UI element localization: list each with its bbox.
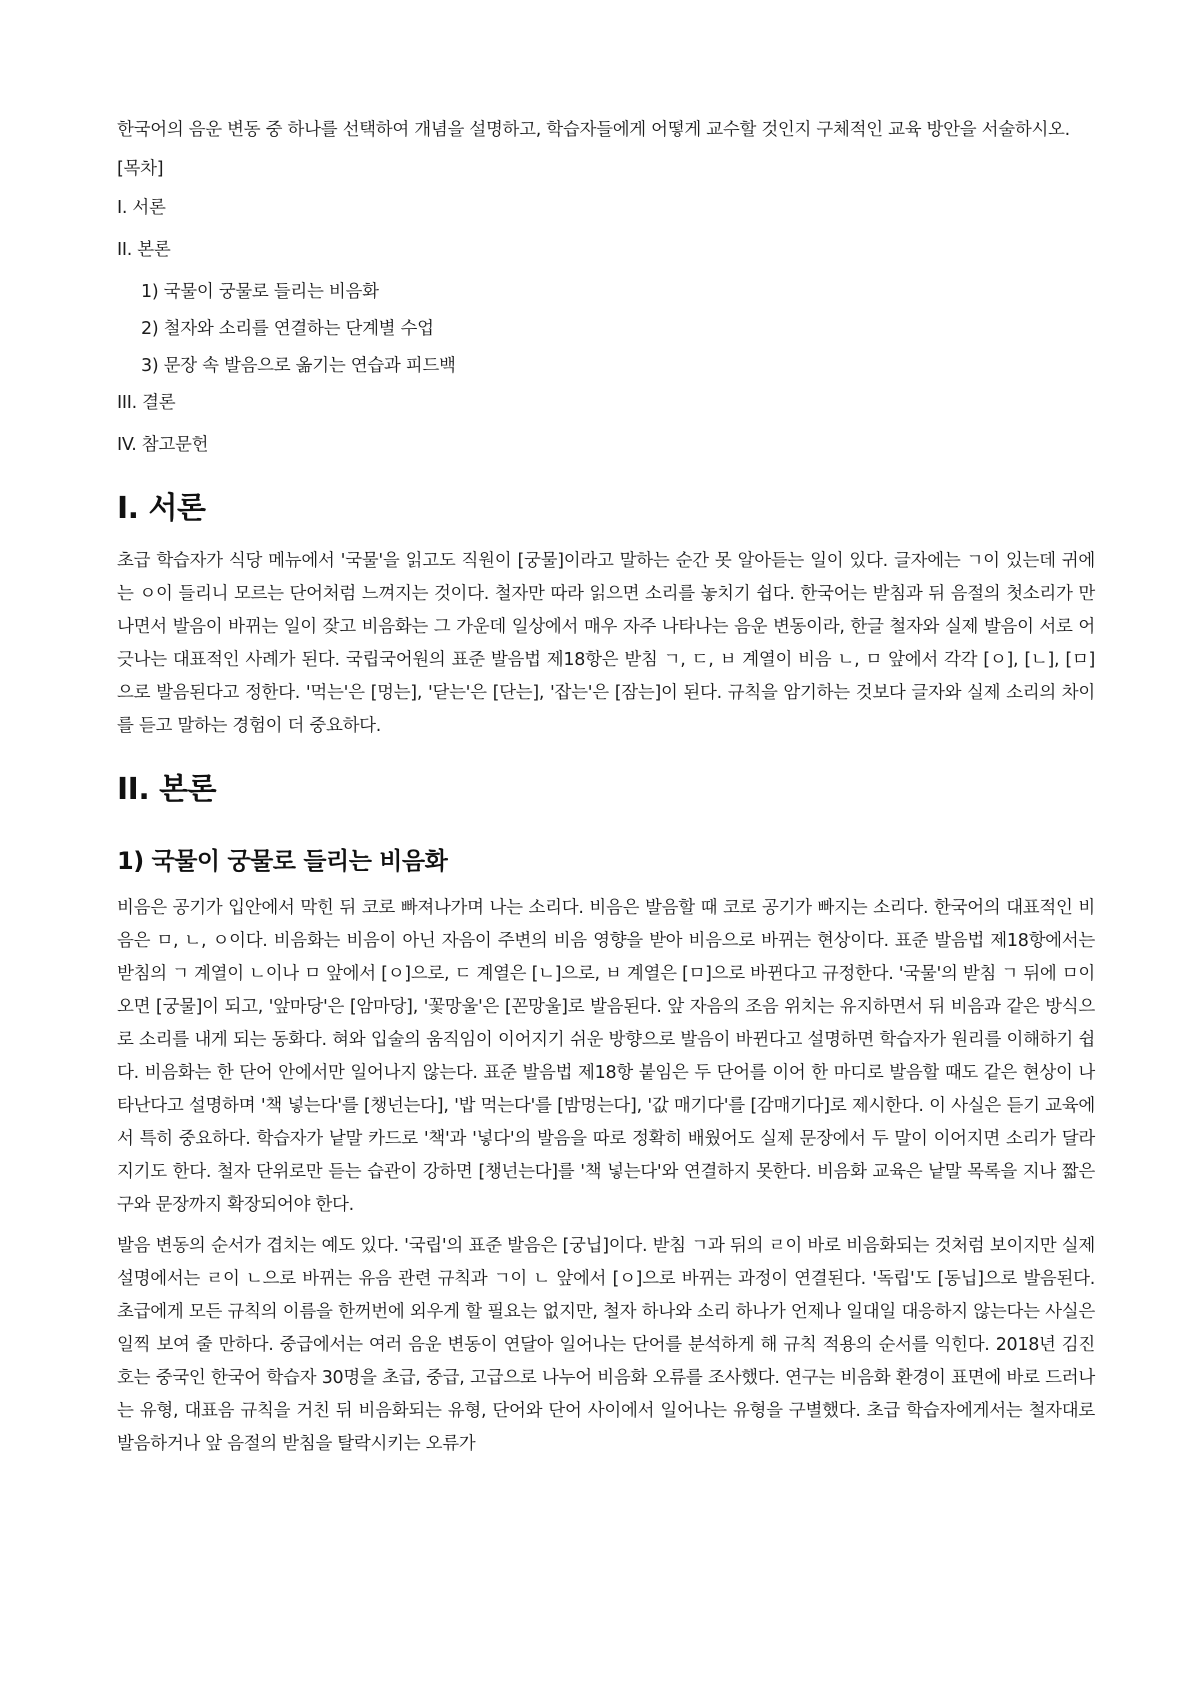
toc-item-conclusion: III. 결론 <box>117 393 176 413</box>
toc-item-body-3: 3) 문장 속 발음으로 옮기는 연습과 피드백 <box>141 356 456 376</box>
toc-item-body-1: 1) 국물이 궁물로 들리는 비음화 <box>141 282 379 302</box>
toc-item-intro: I. 서론 <box>117 198 166 218</box>
section-heading-intro: I. 서론 <box>117 491 206 526</box>
toc-item-body-2: 2) 철자와 소리를 연결하는 단계별 수업 <box>141 319 434 339</box>
intro-paragraph: 초급 학습자가 식당 메뉴에서 '국물'을 읽고도 직원이 [궁물]이라고 말하는 순간 못 알아듣는 일이 있다. 글자에는 ㄱ이 있는데 귀에는 ㅇ이 들리니 모르는 단어처럼 느껴지는 것이다. 철자만 따라 읽으면 소리를 놓치기 쉽다. 한국어는 받침과 뒤 음절의 첫소리가 만나면서 발음이 바뀌는 일이 잦고 비음화는 그 가운데 일상에서 매우 자주 나타나는 음운 변동이라, 한글 철자와 실제 발음이 서로 어긋나는 대표적인 사례가 된다. 국립국어원의 표준 발음법 제18항은 받침 ㄱ, ㄷ, ㅂ 계열이 비음 ㄴ, ㅁ 앞에서 각각 [ㅇ], [ㄴ], [ㅁ]으로 발음된다고 정한다. '먹는'은 [멍는], '닫는'은 [단는], '잡는'은 [잠는]이 된다. 규칙을 암기하는 것보다 글자와 실제 소리의 차이를 듣고 말하는 경험이 더 중요하다. <box>117 551 1095 736</box>
body-paragraph: 발음 변동의 순서가 겹치는 예도 있다. '국립'의 표준 발음은 [궁닙]이다. 받침 ㄱ과 뒤의 ㄹ이 바로 비음화되는 것처럼 보이지만 실제 설명에서는 ㄹ이 ㄴ으로 바뀌는 유음 관련 규칙과 ㄱ이 ㄴ 앞에서 [ㅇ]으로 바뀌는 과정이 연결된다. '독립'도 [동닙]으로 발음된다. 초급에게 모든 규칙의 이름을 한꺼번에 외우게 할 필요는 없지만, 철자 하나와 소리 하나가 언제나 일대일 대응하지 않는다는 사실은 일찍 보여 줄 만하다. 중급에서는 여러 음운 변동이 연달아 일어나는 단어를 분석하게 해 규칙 적용의 순서를 익힌다. 2018년 김진호는 중국인 한국어 학습자 30명을 초급, 중급, 고급으로 나누어 비음화 오류를 조사했다. 연구는 비음화 환경이 표면에 바로 드러나는 유형, 대표음 규칙을 거친 뒤 비음화되는 유형, 단어와 단어 사이에서 일어나는 유형을 구별했다. 초급 학습자에게서는 철자대로 발음하거나 앞 음절의 받침을 탈락시키는 오류가 <box>117 1236 1095 1454</box>
table-of-contents <box>117 192 1095 462</box>
body-paragraph: 비음은 공기가 입안에서 막힌 뒤 코로 빠져나가며 나는 소리다. 비음은 발음할 때 코로 공기가 빠지는 소리다. 한국어의 대표적인 비음은 ㅁ, ㄴ, ㅇ이다. 비음화는 비음이 아닌 자음이 주변의 비음 영향을 받아 비음으로 바뀌는 현상이다. 표준 발음법 제18항에서는 받침의 ㄱ 계열이 ㄴ이나 ㅁ 앞에서 [ㅇ]으로, ㄷ 계열은 [ㄴ]으로, ㅂ 계열은 [ㅁ]으로 바뀐다고 규정한다. '국물'의 받침 ㄱ 뒤에 ㅁ이 오면 [궁물]이 되고, '앞마당'은 [암마당], '꽃망울'은 [꼰망울]로 발음된다. 앞 자음의 조음 위치는 유지하면서 뒤 비음과 같은 방식으로 소리를 내게 되는 동화다. 혀와 입술의 움직임이 이어지기 쉬운 방향으로 발음이 바뀐다고 설명하면 학습자가 원리를 이해하기 쉽다. 비음화는 한 단어 안에서만 일어나지 않는다. 표준 발음법 제18항 붙임은 두 단어를 이어 한 마디로 발음할 때도 같은 현상이 나타난다고 설명하며 '책 넣는다'를 [챙넌는다], '밥 먹는다'를 [밤멍는다], '값 매기다'를 [감매기다]로 제시한다. 이 사실은 듣기 교육에서 특히 중요하다. 학습자가 낱말 카드로 '책'과 '넣다'의 발음을 따로 정확히 배웠어도 실제 문장에서 두 말이 이어지면 소리가 달라지기도 한다. 철자 단위로만 듣는 습관이 강하면 [챙넌는다]를 '책 넣는다'와 연결하지 못한다. 비음화 교육은 낱말 목록을 지나 짧은 구와 문장까지 확장되어야 한다. <box>117 898 1095 1215</box>
section-heading-body: II. 본론 <box>117 772 217 807</box>
toc-item-body: II. 본론 <box>117 240 171 260</box>
toc-item-references: IV. 참고문헌 <box>117 435 209 455</box>
subsection-heading-nasalization: 1) 국물이 궁물로 들리는 비음화 <box>117 847 448 875</box>
toc-heading: [목차] <box>117 159 164 179</box>
question-text: 한국어의 음운 변동 중 하나를 선택하여 개념을 설명하고, 학습자들에게 어떻게 교수할 것인지 구체적인 교육 방안을 서술하시오. <box>117 120 1070 140</box>
